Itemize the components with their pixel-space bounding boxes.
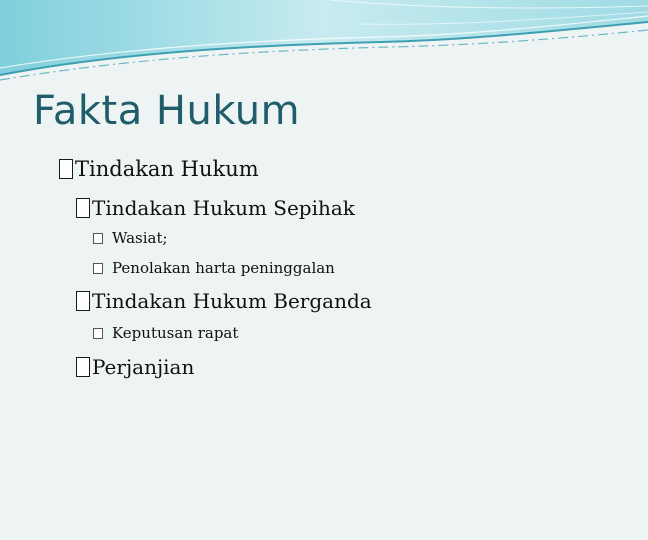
- slide-title: Fakta Hukum: [33, 88, 301, 134]
- bullet-text: Keputusan rapat: [112, 324, 239, 342]
- bullet-text: Penolakan harta peninggalan: [112, 259, 335, 277]
- bullet-item: [76, 289, 372, 313]
- bullet-text: Tindakan Hukum Berganda: [92, 289, 372, 313]
- bullet-item: [76, 196, 355, 220]
- bullet-text: Wasiat;: [112, 229, 168, 247]
- bullet-item: [93, 229, 168, 247]
- missing-glyph-icon: [76, 357, 90, 377]
- missing-glyph-icon: [59, 159, 73, 179]
- bullet-item: [76, 355, 194, 379]
- missing-glyph-icon: [76, 291, 90, 311]
- missing-glyph-icon: [93, 328, 103, 339]
- bullet-text: Tindakan Hukum Sepihak: [92, 196, 355, 220]
- bullet-item: [93, 259, 335, 277]
- header-wave-decoration: [0, 0, 648, 90]
- bullet-text: Tindakan Hukum: [75, 157, 259, 181]
- missing-glyph-icon: [93, 263, 103, 274]
- missing-glyph-icon: [93, 233, 103, 244]
- bullet-item: [59, 157, 259, 181]
- bullet-text: Perjanjian: [92, 355, 195, 379]
- bullet-item: [93, 324, 238, 342]
- missing-glyph-icon: [76, 198, 90, 218]
